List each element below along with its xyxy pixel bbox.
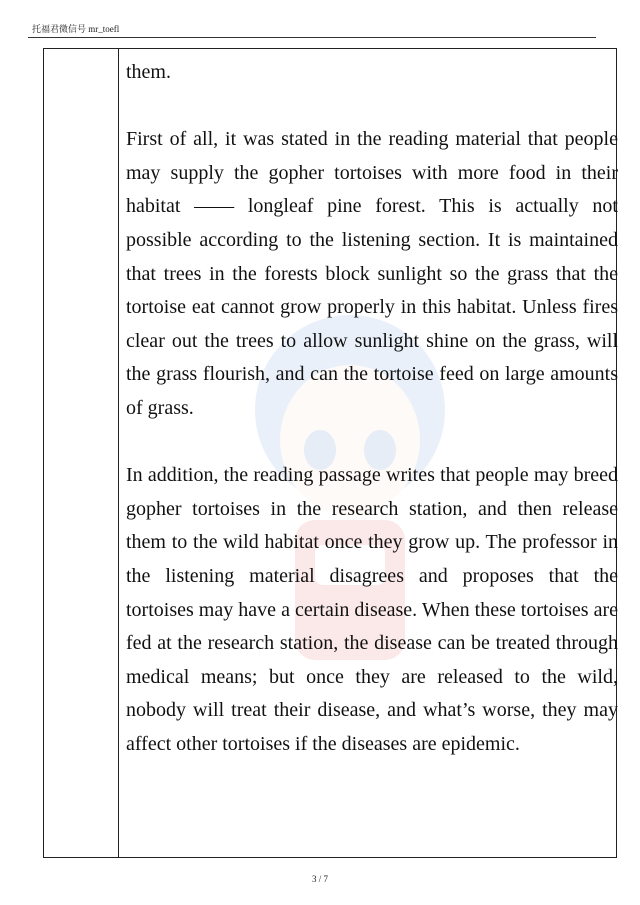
page-header: 托福君微信号 mr_toefl: [32, 24, 120, 34]
table-column-divider: [118, 48, 119, 858]
paragraph: In addition, the reading passage writes that people may breed gopher tortoises in the research station, and then release them to the wild habitat once they grow up. The professor in the listening material disagrees and proposes that the tortoises may have a certain disease. When these tortoises are fed at the research station, the disease can be treated through medical means; but once they are released to the wild, nobody will treat their disease, and what’s worse, they may affect other tortoises if the diseases are epidemic.: [126, 464, 618, 755]
page-number: 3 / 7: [311, 874, 328, 884]
essay-body: [126, 56, 618, 761]
paragraph: them.: [126, 61, 171, 83]
header-divider: [28, 37, 596, 38]
paragraph: First of all, it was stated in the reading material that people may supply the gopher tortoises with more food in their habitat —— longleaf pine forest. This is actually not possible according to the listening section. It is maintained that trees in the forests block sunlight so the grass that the tortoise eat cannot grow properly in this habitat. Unless fires clear out the trees to allow sunlight shine on the grass, will the grass flourish, and can the tortoise feed on large amounts of grass.: [126, 128, 618, 419]
